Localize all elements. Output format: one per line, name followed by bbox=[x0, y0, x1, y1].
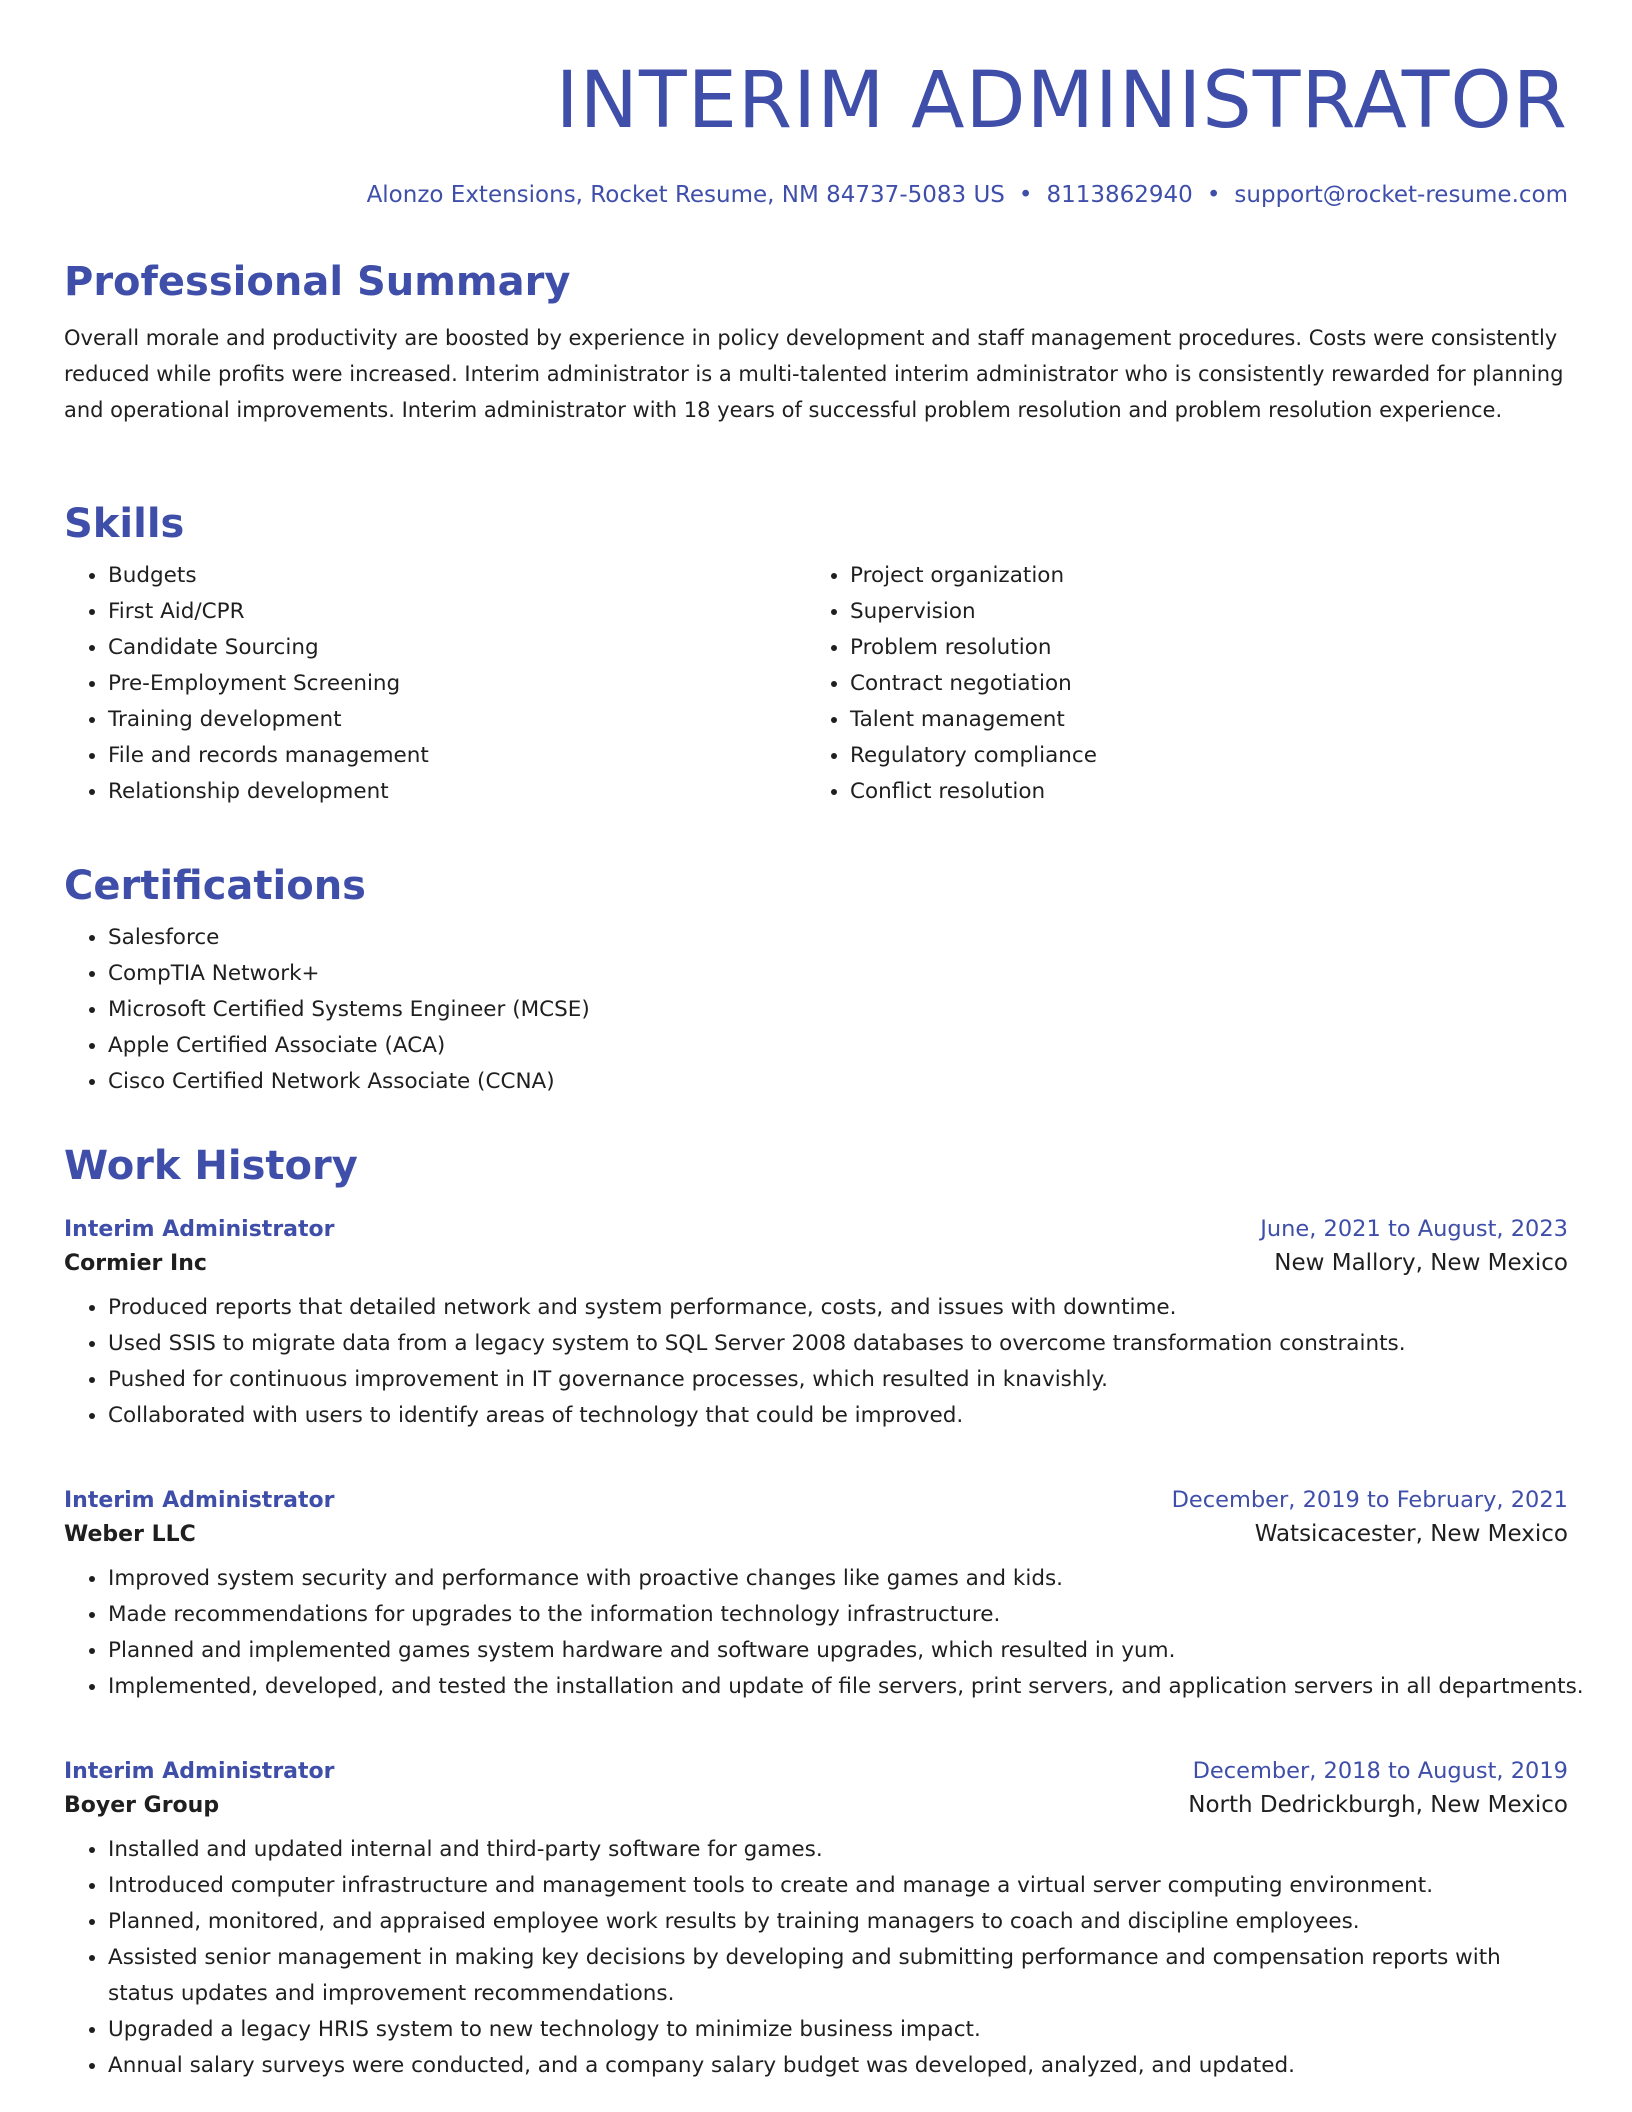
skill-item: • Relationship development bbox=[108, 774, 806, 810]
skills-section bbox=[64, 500, 1568, 810]
job-company-row bbox=[64, 1792, 1568, 1818]
skill-item: • Pre-Employment Screening bbox=[108, 666, 806, 702]
job-bullet: • Collaborated with users to identify areas of technology that could be improved. bbox=[108, 1398, 1568, 1434]
skill-item: • Contract negotiation bbox=[850, 666, 1548, 702]
skill-item: • Conflict resolution bbox=[850, 774, 1548, 810]
job-company: Weber LLC bbox=[64, 1522, 196, 1547]
job-title: Interim Administrator bbox=[64, 1217, 335, 1242]
job-header-row bbox=[64, 1758, 1568, 1784]
skill-item: • Candidate Sourcing bbox=[108, 630, 806, 666]
summary-heading: Professional Summary bbox=[64, 259, 571, 305]
job-title: Interim Administrator bbox=[64, 1488, 335, 1513]
job-bullet: • Implemented, developed, and tested the installation and update of file servers, print servers, and application servers in all departments. bbox=[108, 1669, 1568, 1705]
skills-column-right bbox=[806, 558, 1548, 810]
job-bullet: • Assisted senior management in making key decisions by developing and submitting performance and compensation reports with status updates and improvement recommendations. bbox=[108, 1940, 1568, 2012]
job-bullet: • Improved system security and performance with proactive changes like games and kids. bbox=[108, 1561, 1568, 1597]
job-bullet: • Used SSIS to migrate data from a legacy system to SQL Server 2008 databases to overcome transformation constraints. bbox=[108, 1326, 1568, 1362]
certification-item: • CompTIA Network+ bbox=[108, 956, 1568, 992]
certifications-heading: Certifications bbox=[64, 863, 366, 909]
work-history-section bbox=[64, 1142, 1568, 1190]
job-bullet: • Produced reports that detailed network and system performance, costs, and issues with downtime. bbox=[108, 1290, 1568, 1326]
skills-heading: Skills bbox=[64, 501, 185, 547]
job-dates: December, 2019 to February, 2021 bbox=[1171, 1487, 1568, 1513]
contact-email[interactable]: support@rocket-resume.com bbox=[1234, 182, 1568, 208]
skill-item: • Supervision bbox=[850, 594, 1548, 630]
skill-item: • Training development bbox=[108, 702, 806, 738]
job-location: North Dedrickburgh, New Mexico bbox=[1188, 1792, 1568, 1818]
skills-column-left bbox=[64, 558, 806, 810]
job-company-row bbox=[64, 1521, 1568, 1547]
job-bullet: • Pushed for continuous improvement in IT governance processes, which resulted in knavishly. bbox=[108, 1362, 1568, 1398]
skills-grid bbox=[64, 558, 1568, 810]
contact-separator: • bbox=[1206, 182, 1221, 208]
summary-section bbox=[64, 258, 1568, 428]
job-company: Boyer Group bbox=[64, 1793, 220, 1818]
certification-item: • Apple Certified Associate (ACA) bbox=[108, 1028, 1568, 1064]
contact-address: Alonzo Extensions, Rocket Resume, NM 84737-5083 US bbox=[366, 182, 1005, 208]
work-history-heading: Work History bbox=[64, 1143, 358, 1189]
contact-separator: • bbox=[1018, 182, 1033, 208]
certifications-section bbox=[64, 862, 1568, 1100]
job-bullet: • Planned and implemented games system hardware and software upgrades, which resulted in yum. bbox=[108, 1633, 1568, 1669]
job-header-row bbox=[64, 1216, 1568, 1242]
skill-item: • First Aid/CPR bbox=[108, 594, 806, 630]
job-bullet: • Planned, monitored, and appraised employee work results by training managers to coach and discipline employees. bbox=[108, 1904, 1568, 1940]
job-location: New Mallory, New Mexico bbox=[1274, 1250, 1568, 1276]
job-header-row bbox=[64, 1487, 1568, 1513]
skill-item: • File and records management bbox=[108, 738, 806, 774]
job-company-row bbox=[64, 1250, 1568, 1276]
job-company: Cormier Inc bbox=[64, 1251, 207, 1276]
skill-item: • Regulatory compliance bbox=[850, 738, 1548, 774]
resume-name: INTERIM ADMINISTRATOR bbox=[555, 56, 1568, 146]
contact-phone: 8113862940 bbox=[1046, 182, 1193, 208]
job-bullet: • Annual salary surveys were conducted, and a company salary budget was developed, analyzed, and updated. bbox=[108, 2048, 1568, 2084]
job-dates: December, 2018 to August, 2019 bbox=[1192, 1758, 1568, 1784]
skill-item: • Budgets bbox=[108, 558, 806, 594]
resume-page bbox=[64, 0, 1584, 2078]
job-bullet: • Installed and updated internal and third-party software for games. bbox=[108, 1832, 1568, 1868]
job-dates: June, 2021 to August, 2023 bbox=[1260, 1216, 1568, 1242]
skill-item: • Project organization bbox=[850, 558, 1548, 594]
summary-text: Overall morale and productivity are boosted by experience in policy development and staff management procedures. Costs were consistently reduced while profits were increased. Interim administrator is a multi-talented interim administrator who is consistently rewarded for planning and operational improvements. Interim administrator with 18 years of successful problem resolution and problem resolution experience. bbox=[64, 326, 1564, 422]
certification-item: • Microsoft Certified Systems Engineer (MCSE) bbox=[108, 992, 1568, 1028]
certification-item: • Salesforce bbox=[108, 920, 1568, 956]
job-bullet: • Made recommendations for upgrades to the information technology infrastructure. bbox=[108, 1597, 1568, 1633]
skill-item: • Talent management bbox=[850, 702, 1548, 738]
certification-item: • Cisco Certified Network Associate (CCNA) bbox=[108, 1064, 1568, 1100]
job-location: Watsicacester, New Mexico bbox=[1254, 1521, 1568, 1547]
job-entry bbox=[64, 1216, 1568, 1434]
job-title: Interim Administrator bbox=[64, 1759, 335, 1784]
skill-item: • Problem resolution bbox=[850, 630, 1548, 666]
job-bullet: • Upgraded a legacy HRIS system to new technology to minimize business impact. bbox=[108, 2012, 1568, 2048]
job-entry bbox=[64, 1758, 1568, 2084]
job-entry bbox=[64, 1487, 1584, 1705]
job-bullet: • Introduced computer infrastructure and management tools to create and manage a virtual server computing environment. bbox=[108, 1868, 1568, 1904]
contact-line bbox=[64, 182, 1568, 208]
